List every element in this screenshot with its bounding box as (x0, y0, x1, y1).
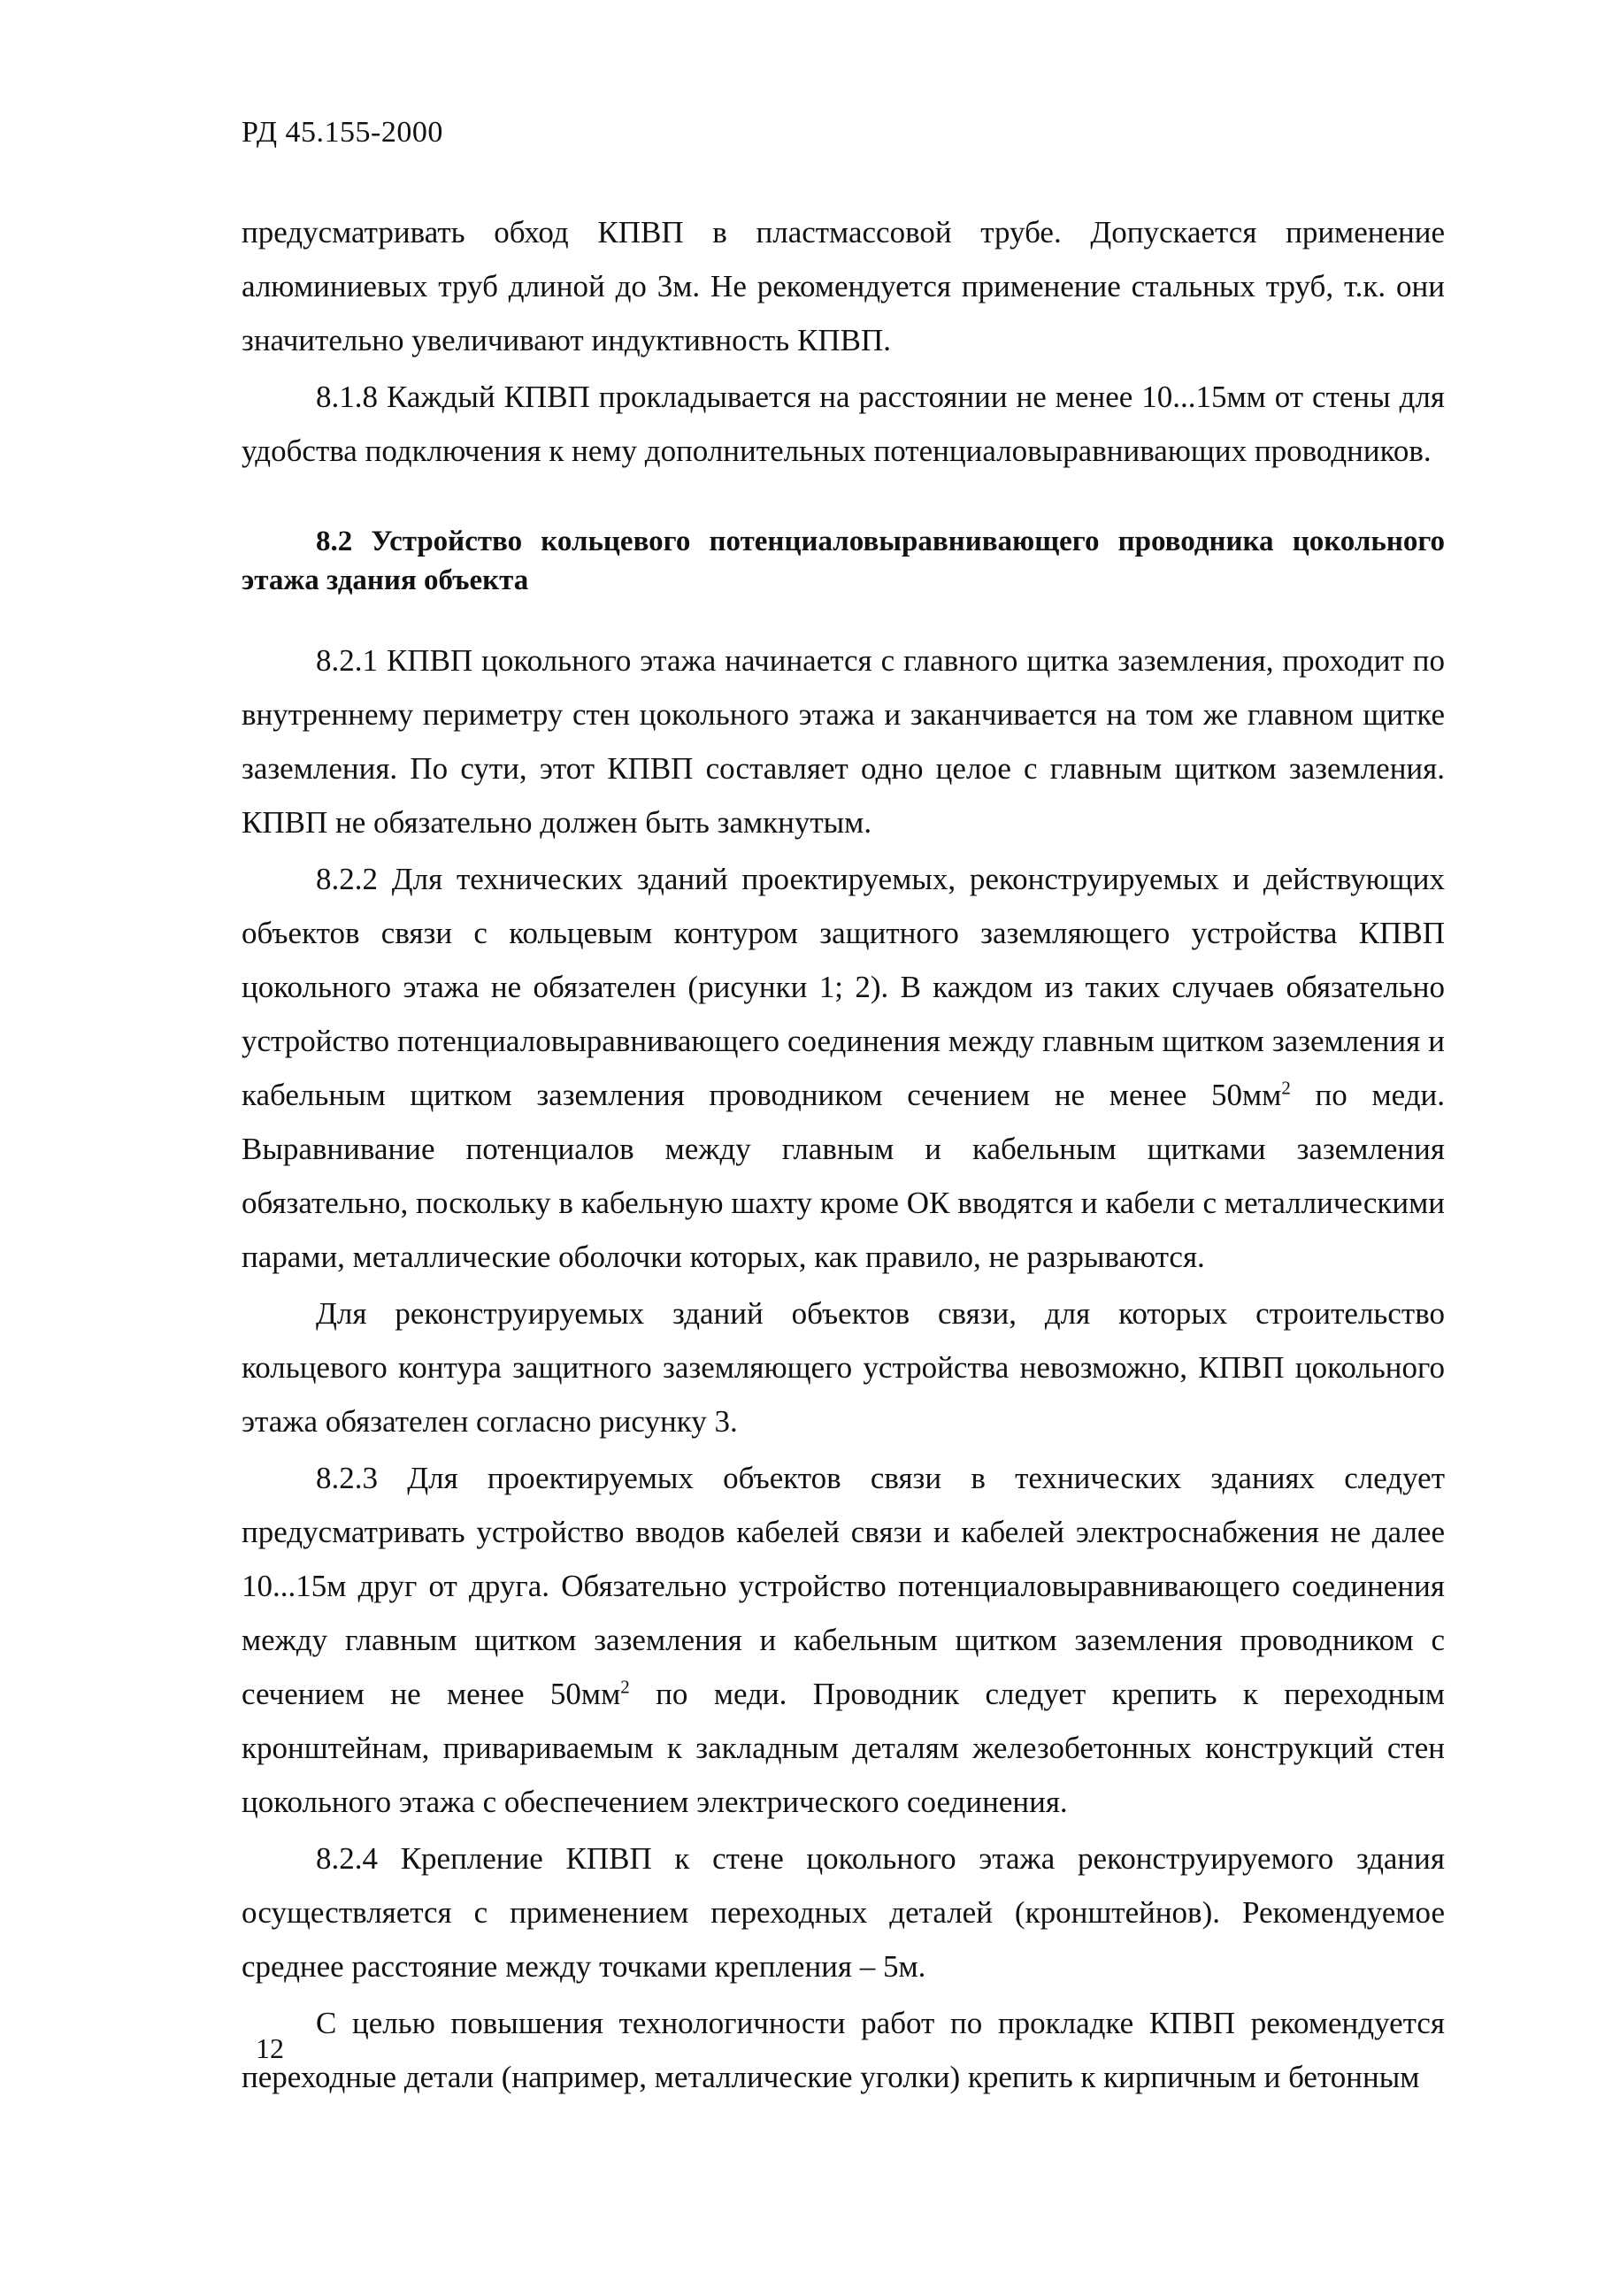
paragraph-8-2-3-text-b: по меди. Проводник следует крепить к переходным кронштейнам, привариваемым к закладным деталям железобетонных конструкций стен цокольного этажа с обеспечением электрического соединения. (242, 1677, 1445, 1819)
paragraph-reconstructed-buildings: Для реконструируемых зданий объектов связи, для которых строительство кольцевого контура защитного заземляющего устройства невозможно, КПВП цокольного этажа обязателен согласно рисунку 3. (242, 1296, 1445, 1439)
section-heading-8-2: 8.2 Устройство кольцевого потенциаловыравнивающего проводника цокольного этажа здания объекта (242, 526, 1445, 596)
document-code-header: РД 45.155-2000 (242, 116, 443, 149)
page-number: 12 (256, 2032, 284, 2064)
paragraph-8-2-2-text-a: 8.2.2 Для технических зданий проектируемых, реконструируемых и действующих объектов связи с кольцевым контуром защитного заземляющего устройства КПВП цокольного этажа не обязателен (рисунки 1; 2). В каждом из таких случаев обязательно устройство потенциаловыравнивающего соединения между главным щитком заземления и кабельным щитком заземления проводником сечением не менее 50мм (242, 862, 1445, 1112)
paragraph-8-2-2 (242, 852, 1445, 1284)
superscript-squared: 2 (1281, 1077, 1291, 1099)
superscript-squared: 2 (620, 1676, 630, 1698)
paragraph-8-2-3 (242, 1451, 1445, 1829)
paragraph-8-2-2-text-b: по меди. Выравнивание потенциалов между главным и кабельным щитками заземления обязательно, поскольку в кабельную шахту кроме ОК вводятся и кабели с металлическими парами, металлические оболочки которых, как правило, не разрываются. (242, 1078, 1445, 1274)
paragraph-8-2-4: 8.2.4 Крепление КПВП к стене цокольного этажа реконструируемого здания осуществляется с применением переходных деталей (кронштейнов). Рекомендуемое среднее расстояние между точками крепления – 5м. (242, 1841, 1445, 1984)
paragraph-technology: С целью повышения технологичности работ по прокладке КПВП рекомендуется переходные детали (например, металлические уголки) крепить к кирпичным и бетонным (242, 2006, 1445, 2094)
document-body (242, 205, 1445, 2104)
paragraph-8-2-3-text-a: 8.2.3 Для проектируемых объектов связи в технических зданиях следует предусматривать устройство вводов кабелей связи и кабелей электроснабжения не далее 10...15м друг от друга. Обязательно устройство потенциаловыравнивающего соединения между главным щитком заземления и кабельным щитком заземления проводником с сечением не менее 50мм (242, 1461, 1445, 1711)
paragraph-8-1-8: 8.1.8 Каждый КПВП прокладывается на расстоянии не менее 10...15мм от стены для удобства подключения к нему дополнительных потенциаловыравнивающих проводников. (242, 380, 1445, 468)
paragraph-8-2-1: 8.2.1 КПВП цокольного этажа начинается с главного щитка заземления, проходит по внутреннему периметру стен цокольного этажа и заканчивается на том же главном щитке заземления. По сути, этот КПВП составляет одно целое с главным щитком заземления. КПВП не обязательно должен быть замкнутым. (242, 643, 1445, 840)
paragraph-continuation: предусматривать обход КПВП в пластмассовой трубе. Допускается применение алюминиевых труб длиной до 3м. Не рекомендуется применение стальных труб, т.к. они значительно увеличивают индуктивность КПВП. (242, 215, 1445, 357)
